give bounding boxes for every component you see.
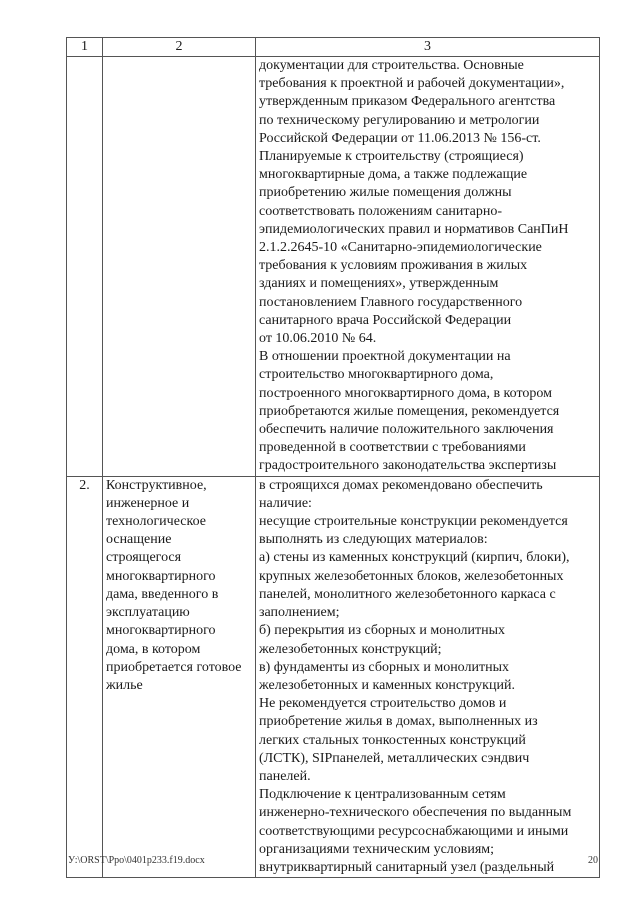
text-line: градостроительного законодательства экспертизы (259, 458, 557, 474)
requirements-table (66, 37, 600, 878)
text-line: технологическое (106, 514, 206, 530)
row-number: 2. (67, 476, 103, 877)
text-line: оснащение (106, 532, 172, 548)
text-line: соответствующими ресурсоснабжающими и иными (259, 823, 569, 839)
text-line: организациями техническим условиям; (259, 841, 495, 857)
text-line: 2.1.2.2645-10 «Санитарно-эпидемиологические (259, 240, 542, 256)
text-line: заполнением; (259, 605, 340, 621)
text-line: приобретению жилые помещения должны (259, 185, 512, 201)
text-line: дама, введенного в (106, 586, 219, 602)
text-line: несущие строительные конструкции рекомендуется (259, 514, 568, 530)
row-content-cell (256, 476, 600, 877)
header-col-1: 1 (67, 38, 103, 57)
text-line: многоквартирного (106, 623, 216, 639)
row-number (67, 57, 103, 477)
text-line: крупных железобетонных блоков, железобетонных (259, 568, 564, 584)
text-line: утвержденным приказом Федерального агентства (259, 94, 556, 110)
text-line: построенного многоквартирного дома, в котором (259, 385, 552, 401)
text-line: по техническому регулированию и метрологии (259, 112, 540, 128)
text-line: зданиях и помещениях», утвержденным (259, 276, 499, 292)
text-line: в строящихся домах рекомендовано обеспечить (259, 477, 543, 493)
text-line: многоквартирные дома, а также подлежащие (259, 167, 528, 183)
text-line: В отношении проектной документации на (259, 349, 511, 365)
text-line: железобетонных конструкций; (259, 641, 442, 657)
text-line: санитарного врача Российской Федерации (259, 312, 512, 328)
row-title-cell (103, 476, 256, 877)
text-line: строящегося (106, 550, 182, 566)
text-line: приобретение жилья в домах, выполненных из (259, 714, 538, 730)
text-line: внутриквартирный санитарный узел (раздельный (259, 859, 555, 875)
text-line: (ЛСТК), SIPпанелей, металлических сэндвич (259, 750, 530, 766)
text-line: жилье (106, 677, 143, 693)
text-line: строительство многоквартирного дома, (259, 367, 494, 383)
text-line: б) перекрытия из сборных и монолитных (259, 623, 506, 639)
text-line: а) стены из каменных конструкций (кирпич, блоки), (259, 550, 570, 566)
text-line: проведенной в соответствии с требованиями (259, 440, 526, 456)
text-line: Планируемые к строительству (строящиеся) (259, 149, 524, 165)
file-path: У:\ORST\Ppo\0401p233.f19.docx (68, 855, 205, 866)
text-line: выполнять из следующих материалов: (259, 532, 488, 548)
text-line: легких стальных тонкостенных конструкций (259, 732, 526, 748)
text-line: постановлением Главного государственного (259, 294, 523, 310)
text-line: обеспечить наличие положительного заключения (259, 422, 554, 438)
text-line: требования к проектной и рабочей документации», (259, 76, 565, 92)
row-title-cell (103, 57, 256, 477)
text-line: панелей, монолитного железобетонного каркаса с (259, 586, 556, 602)
text-line: дома, в котором (106, 641, 201, 657)
page-number: 20 (588, 855, 598, 866)
text-line: от 10.06.2010 № 64. (259, 331, 377, 347)
text-line: инженерно-технического обеспечения по выданным (259, 805, 572, 821)
text-line: соответствовать положениям санитарно- (259, 203, 502, 219)
text-line: в) фундаменты из сборных и монолитных (259, 659, 509, 675)
header-col-3: 3 (256, 38, 600, 57)
table-row (67, 476, 600, 877)
row-content-cell (256, 57, 600, 477)
text-line: железобетонных и каменных конструкций. (259, 677, 515, 693)
text-line: наличие: (259, 495, 312, 511)
text-line: приобретается готовое (106, 659, 242, 675)
text-line: панелей. (259, 768, 311, 784)
text-line: Конструктивное, (106, 477, 207, 493)
table-header-row (67, 38, 600, 57)
table-row (67, 57, 600, 477)
text-line: Не рекомендуется строительство домов и (259, 696, 507, 712)
text-line: Российской Федерации от 11.06.2013 № 156-ст. (259, 130, 541, 146)
text-line: Подключение к централизованным сетям (259, 787, 506, 803)
text-line: многоквартирного (106, 568, 216, 584)
text-line: эпидемиологических правил и нормативов СанПиН (259, 221, 569, 237)
text-line: требования к условиям проживания в жилых (259, 258, 528, 274)
text-line: приобретаются жилые помещения, рекомендуется (259, 403, 560, 419)
header-col-2: 2 (103, 38, 256, 57)
text-line: инженерное и (106, 495, 190, 511)
text-line: документации для строительства. Основные (259, 58, 524, 73)
text-line: эксплуатацию (106, 605, 190, 621)
